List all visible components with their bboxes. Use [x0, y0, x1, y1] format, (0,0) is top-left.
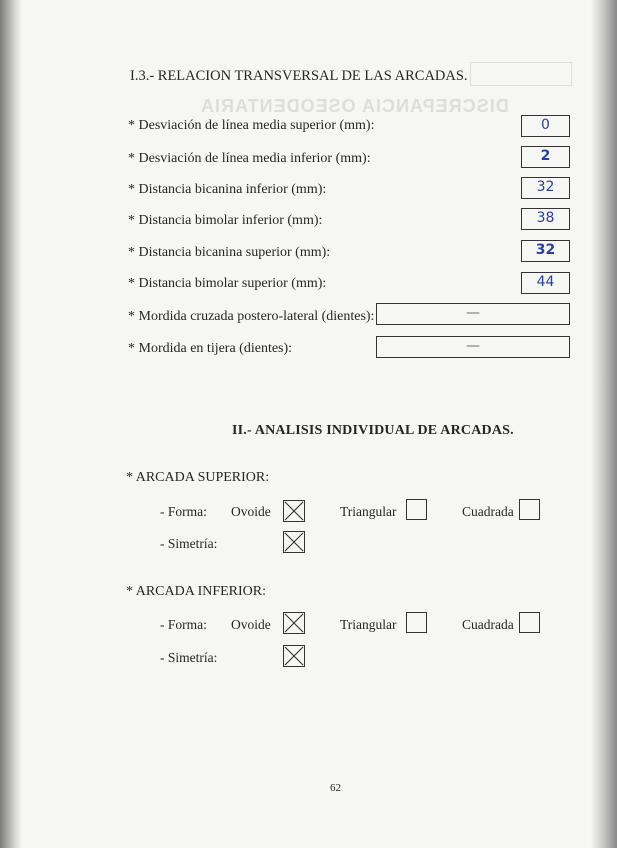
- desv-media-inferior-field[interactable]: [521, 146, 570, 168]
- row-label-bicanina-inferior: * Distancia bicanina inferior (mm):: [128, 182, 327, 197]
- superior-ovoide-checkbox[interactable]: [283, 500, 305, 522]
- row-label-bimolar-inferior: * Distancia bimolar inferior (mm):: [128, 213, 323, 228]
- mordida-tijera-field[interactable]: [376, 336, 570, 358]
- superior-triangular-checkbox[interactable]: [406, 499, 427, 520]
- superior-forma-label: - Forma:: [160, 504, 207, 519]
- row-label-desv-media-inferior: * Desviación de línea media inferior (mm):: [128, 151, 371, 166]
- desv-media-inferior-value: 2: [540, 148, 551, 164]
- page-number: 62: [330, 782, 341, 794]
- superior-simetria-label: - Simetría:: [160, 536, 218, 551]
- bicanina-inferior-field[interactable]: [521, 177, 570, 199]
- bleed-through-box: [470, 62, 572, 86]
- cross-mark-icon: [284, 532, 304, 552]
- section-title-relacion-transversal: I.3.- RELACION TRANSVERSAL DE LAS ARCADAS.: [130, 68, 468, 84]
- bicanina-superior-value: 32: [535, 242, 556, 258]
- inferior-cuadrada-label: Cuadrada: [462, 617, 514, 632]
- inferior-simetria-label: - Simetría:: [160, 650, 218, 665]
- row-label-mordida-tijera: * Mordida en tijera (dientes):: [128, 341, 293, 356]
- desv-media-superior-value: 0: [541, 117, 550, 133]
- mordida-tijera-value: —: [466, 338, 480, 354]
- bimolar-superior-value: 44: [536, 274, 555, 290]
- desv-media-superior-field[interactable]: [521, 115, 570, 137]
- page-edge-shadow-left: [0, 0, 22, 848]
- row-label-mordida-cruzada: * Mordida cruzada postero-lateral (dientes):: [128, 309, 375, 324]
- arcada-inferior-heading: * ARCADA INFERIOR:: [126, 584, 267, 599]
- inferior-ovoide-checkbox[interactable]: [283, 612, 305, 634]
- inferior-triangular-checkbox[interactable]: [406, 612, 427, 633]
- page-edge-shadow-right: [591, 0, 617, 848]
- bimolar-superior-field[interactable]: [521, 272, 570, 294]
- row-label-bimolar-superior: * Distancia bimolar superior (mm):: [128, 276, 327, 291]
- mordida-cruzada-field[interactable]: [376, 303, 570, 325]
- row-label-bicanina-superior: * Distancia bicanina superior (mm):: [128, 245, 331, 260]
- inferior-simetria-checkbox[interactable]: [283, 645, 305, 667]
- bicanina-inferior-value: 32: [536, 179, 555, 195]
- inferior-forma-label: - Forma:: [160, 617, 207, 632]
- inferior-triangular-label: Triangular: [340, 617, 397, 632]
- section-title-analisis-individual: II.- ANALISIS INDIVIDUAL DE ARCADAS.: [232, 423, 514, 438]
- superior-triangular-label: Triangular: [340, 504, 397, 519]
- row-label-desv-media-superior: * Desviación de línea media superior (mm):: [128, 118, 375, 133]
- cross-mark-icon: [284, 613, 304, 633]
- bimolar-inferior-field[interactable]: [521, 208, 570, 230]
- cross-mark-icon: [284, 646, 304, 666]
- inferior-ovoide-label: Ovoide: [231, 617, 271, 632]
- bleed-through-text: DISCREPANCIA OSEODENTARIA: [200, 96, 509, 116]
- superior-ovoide-label: Ovoide: [231, 504, 271, 519]
- bicanina-superior-field[interactable]: [521, 240, 570, 262]
- superior-simetria-checkbox[interactable]: [283, 531, 305, 553]
- superior-cuadrada-label: Cuadrada: [462, 504, 514, 519]
- inferior-cuadrada-checkbox[interactable]: [519, 612, 540, 633]
- cross-mark-icon: [284, 501, 304, 521]
- bimolar-inferior-value: 38: [536, 210, 555, 226]
- arcada-superior-heading: * ARCADA SUPERIOR:: [126, 470, 270, 485]
- superior-cuadrada-checkbox[interactable]: [519, 499, 540, 520]
- mordida-cruzada-value: —: [466, 305, 480, 321]
